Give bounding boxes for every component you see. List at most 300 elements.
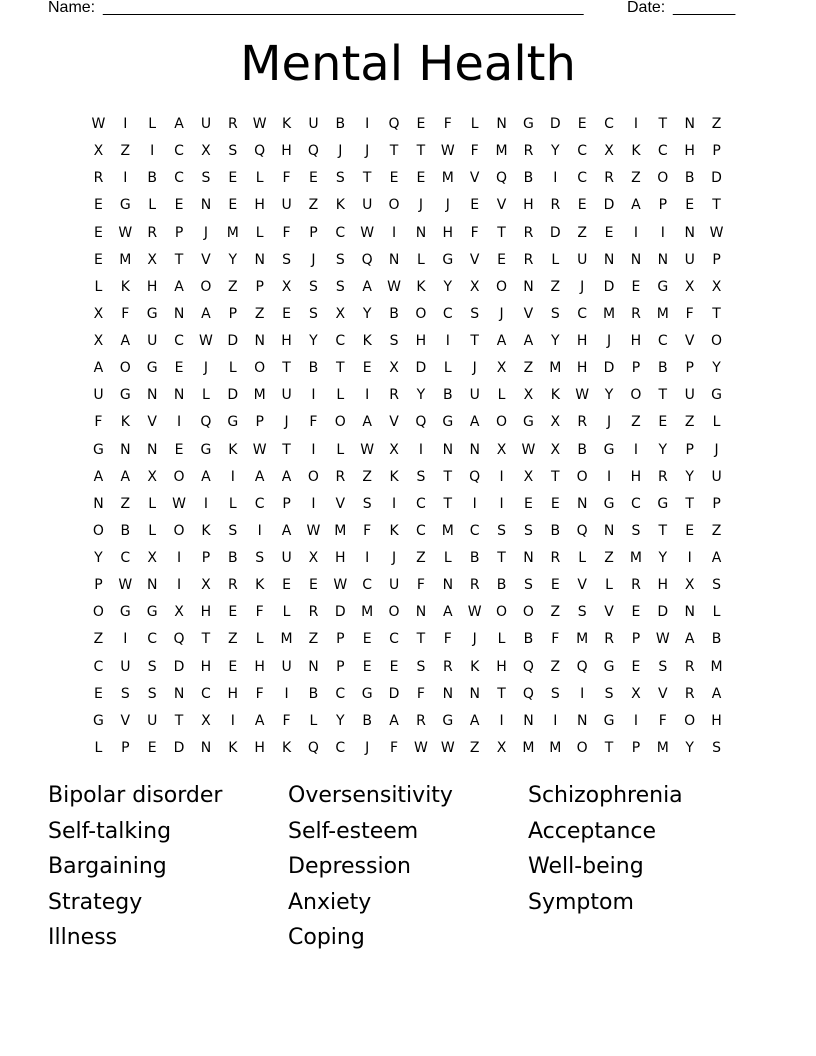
- grid-letter[interactable]: I: [687, 550, 692, 566]
- grid-letter[interactable]: I: [150, 143, 155, 160]
- grid-letter[interactable]: A: [469, 414, 480, 431]
- grid-letter[interactable]: L: [148, 116, 157, 132]
- grid-letter[interactable]: B: [684, 170, 695, 187]
- grid-letter[interactable]: Q: [522, 685, 534, 702]
- grid-letter[interactable]: H: [200, 604, 212, 621]
- grid-letter[interactable]: W: [199, 333, 213, 349]
- grid-letter[interactable]: V: [120, 712, 131, 729]
- grid-letter[interactable]: Y: [336, 712, 345, 729]
- grid-letter[interactable]: D: [227, 333, 239, 349]
- grid-letter[interactable]: A: [254, 468, 265, 485]
- grid-letter[interactable]: N: [442, 441, 454, 458]
- grid-letter[interactable]: W: [91, 116, 106, 132]
- grid-letter[interactable]: N: [254, 251, 265, 268]
- grid-letter[interactable]: U: [684, 251, 695, 268]
- grid-letter[interactable]: I: [203, 495, 208, 512]
- grid-letter[interactable]: D: [388, 685, 400, 702]
- grid-letter[interactable]: A: [469, 712, 480, 729]
- grid-letter[interactable]: L: [551, 251, 560, 268]
- grid-letter[interactable]: R: [227, 577, 238, 594]
- grid-letter[interactable]: U: [362, 197, 373, 214]
- grid-letter[interactable]: T: [658, 522, 668, 539]
- grid-letter[interactable]: E: [631, 604, 641, 621]
- grid-letter[interactable]: O: [522, 604, 534, 621]
- grid-letter[interactable]: W: [172, 495, 186, 512]
- grid-letter[interactable]: Z: [308, 631, 319, 648]
- grid-letter[interactable]: V: [469, 170, 480, 187]
- grid-letter[interactable]: U: [200, 116, 212, 132]
- grid-letter[interactable]: B: [308, 685, 319, 702]
- grid-letter[interactable]: E: [362, 631, 372, 648]
- grid-letter[interactable]: Q: [469, 468, 481, 485]
- grid-letter[interactable]: Z: [577, 224, 587, 241]
- grid-letter[interactable]: N: [523, 550, 534, 566]
- grid-letter[interactable]: I: [499, 712, 504, 729]
- grid-letter[interactable]: Y: [685, 468, 694, 485]
- grid-letter[interactable]: U: [469, 387, 480, 404]
- grid-letter[interactable]: F: [443, 631, 452, 648]
- grid-letter[interactable]: X: [201, 143, 211, 160]
- grid-letter[interactable]: F: [121, 305, 130, 322]
- grid-letter[interactable]: P: [631, 631, 641, 648]
- grid-letter[interactable]: P: [685, 441, 694, 458]
- grid-letter[interactable]: E: [497, 251, 506, 268]
- grid-letter[interactable]: F: [443, 116, 452, 132]
- grid-letter[interactable]: I: [633, 116, 638, 132]
- grid-letter[interactable]: O: [92, 522, 104, 539]
- grid-letter[interactable]: X: [147, 468, 157, 485]
- grid-letter[interactable]: Q: [522, 658, 534, 675]
- grid-letter[interactable]: K: [120, 414, 130, 431]
- grid-letter[interactable]: I: [123, 170, 128, 187]
- grid-letter[interactable]: E: [309, 170, 318, 187]
- grid-letter[interactable]: X: [93, 305, 104, 322]
- grid-letter[interactable]: Y: [309, 333, 318, 349]
- grid-letter[interactable]: X: [147, 550, 157, 566]
- grid-letter[interactable]: C: [201, 685, 211, 702]
- grid-letter[interactable]: X: [201, 577, 211, 594]
- grid-letter[interactable]: F: [551, 631, 560, 648]
- grid-letter[interactable]: O: [334, 414, 346, 431]
- grid-letter[interactable]: M: [280, 631, 293, 648]
- grid-letter[interactable]: V: [658, 685, 668, 702]
- grid-letter[interactable]: U: [684, 387, 695, 404]
- grid-letter[interactable]: G: [146, 604, 158, 621]
- grid-letter[interactable]: P: [658, 197, 668, 214]
- grid-letter[interactable]: G: [442, 712, 454, 729]
- grid-letter[interactable]: U: [281, 658, 292, 675]
- grid-letter[interactable]: N: [254, 333, 265, 349]
- grid-letter[interactable]: X: [496, 360, 507, 377]
- grid-letter[interactable]: Y: [658, 441, 668, 458]
- grid-letter[interactable]: T: [470, 333, 479, 349]
- grid-letter[interactable]: Y: [658, 550, 668, 566]
- grid-letter[interactable]: L: [94, 278, 103, 295]
- grid-letter[interactable]: M: [656, 305, 669, 322]
- grid-letter[interactable]: A: [523, 333, 534, 349]
- grid-letter[interactable]: Y: [551, 333, 560, 349]
- grid-letter[interactable]: O: [200, 278, 212, 295]
- grid-letter[interactable]: L: [336, 441, 345, 458]
- grid-letter[interactable]: G: [119, 604, 131, 621]
- grid-letter[interactable]: X: [389, 360, 399, 377]
- grid-letter[interactable]: H: [523, 197, 534, 214]
- grid-letter[interactable]: D: [549, 224, 561, 241]
- grid-letter[interactable]: C: [416, 495, 426, 512]
- grid-letter[interactable]: D: [334, 604, 346, 621]
- grid-letter[interactable]: B: [308, 360, 319, 377]
- grid-letter[interactable]: H: [281, 333, 292, 349]
- grid-letter[interactable]: J: [365, 143, 370, 160]
- grid-letter[interactable]: A: [711, 685, 722, 702]
- grid-letter[interactable]: T: [174, 712, 184, 729]
- grid-letter[interactable]: E: [577, 197, 587, 214]
- grid-letter[interactable]: N: [442, 685, 454, 702]
- grid-letter[interactable]: J: [499, 305, 504, 322]
- grid-letter[interactable]: N: [684, 224, 695, 241]
- grid-letter[interactable]: A: [281, 522, 292, 539]
- grid-letter[interactable]: A: [362, 278, 372, 295]
- grid-letter[interactable]: P: [255, 278, 264, 295]
- grid-letter[interactable]: O: [119, 360, 131, 377]
- grid-letter[interactable]: I: [553, 170, 558, 187]
- grid-letter[interactable]: X: [523, 387, 534, 404]
- grid-letter[interactable]: I: [418, 441, 423, 458]
- grid-letter[interactable]: P: [336, 658, 345, 675]
- grid-letter[interactable]: Q: [388, 116, 400, 132]
- grid-letter[interactable]: V: [684, 333, 695, 349]
- grid-letter[interactable]: M: [361, 604, 374, 621]
- grid-letter[interactable]: Q: [496, 170, 508, 187]
- grid-letter[interactable]: L: [148, 197, 157, 214]
- grid-letter[interactable]: V: [577, 577, 587, 594]
- grid-letter[interactable]: E: [524, 495, 533, 512]
- grid-letter[interactable]: P: [309, 224, 318, 241]
- grid-letter[interactable]: S: [335, 251, 345, 268]
- grid-letter[interactable]: Z: [120, 495, 131, 512]
- grid-letter[interactable]: O: [684, 712, 696, 729]
- grid-letter[interactable]: X: [684, 278, 695, 295]
- grid-letter[interactable]: J: [714, 441, 719, 458]
- grid-letter[interactable]: I: [176, 550, 182, 566]
- grid-letter[interactable]: J: [472, 631, 477, 648]
- grid-letter[interactable]: W: [440, 143, 455, 160]
- grid-letter[interactable]: U: [577, 251, 588, 268]
- grid-letter[interactable]: E: [416, 116, 426, 132]
- grid-letter[interactable]: C: [254, 495, 265, 512]
- grid-letter[interactable]: P: [631, 739, 641, 756]
- grid-letter[interactable]: K: [120, 278, 130, 295]
- grid-letter[interactable]: N: [630, 251, 642, 268]
- grid-letter[interactable]: C: [335, 685, 346, 702]
- grid-letter[interactable]: X: [308, 550, 319, 566]
- grid-letter[interactable]: H: [335, 550, 346, 566]
- grid-letter[interactable]: C: [93, 658, 104, 675]
- grid-letter[interactable]: R: [389, 387, 399, 404]
- grid-letter[interactable]: L: [228, 495, 237, 512]
- grid-letter[interactable]: Z: [254, 305, 265, 322]
- grid-letter[interactable]: E: [577, 116, 587, 132]
- grid-letter[interactable]: J: [203, 360, 208, 377]
- grid-letter[interactable]: H: [576, 333, 588, 349]
- grid-letter[interactable]: W: [467, 604, 482, 621]
- grid-letter[interactable]: E: [174, 197, 184, 214]
- grid-letter[interactable]: P: [121, 739, 130, 756]
- grid-letter[interactable]: G: [523, 414, 534, 431]
- grid-letter[interactable]: J: [472, 360, 477, 377]
- grid-letter[interactable]: X: [147, 251, 157, 268]
- grid-letter[interactable]: B: [469, 550, 480, 566]
- grid-letter[interactable]: C: [657, 333, 668, 349]
- grid-letter[interactable]: S: [335, 170, 345, 187]
- grid-letter[interactable]: W: [440, 739, 455, 756]
- grid-letter[interactable]: F: [470, 224, 479, 241]
- grid-letter[interactable]: U: [93, 387, 104, 404]
- grid-letter[interactable]: P: [712, 495, 721, 512]
- grid-letter[interactable]: Z: [362, 468, 372, 485]
- grid-letter[interactable]: Z: [228, 278, 238, 295]
- grid-letter[interactable]: Y: [228, 251, 238, 268]
- grid-letter[interactable]: B: [496, 577, 507, 594]
- grid-letter[interactable]: W: [360, 224, 375, 241]
- grid-letter[interactable]: K: [416, 278, 426, 295]
- grid-letter[interactable]: E: [362, 360, 372, 377]
- grid-letter[interactable]: Z: [120, 143, 131, 160]
- grid-letter[interactable]: D: [603, 360, 615, 377]
- grid-letter[interactable]: Y: [362, 305, 372, 322]
- grid-letter[interactable]: V: [523, 305, 534, 322]
- grid-letter[interactable]: S: [577, 604, 587, 621]
- grid-letter[interactable]: T: [336, 360, 345, 377]
- grid-letter[interactable]: N: [173, 305, 185, 322]
- grid-letter[interactable]: E: [550, 577, 560, 594]
- grid-letter[interactable]: S: [389, 333, 399, 349]
- grid-letter[interactable]: I: [123, 631, 128, 648]
- grid-letter[interactable]: Z: [711, 522, 722, 539]
- grid-letter[interactable]: F: [416, 577, 425, 594]
- grid-letter[interactable]: X: [711, 278, 722, 295]
- grid-letter[interactable]: U: [120, 658, 131, 675]
- grid-letter[interactable]: N: [576, 495, 588, 512]
- grid-letter[interactable]: T: [604, 739, 614, 756]
- grid-letter[interactable]: X: [604, 143, 614, 160]
- grid-letter[interactable]: R: [416, 712, 426, 729]
- grid-letter[interactable]: T: [416, 143, 426, 160]
- grid-letter[interactable]: O: [173, 468, 185, 485]
- grid-letter[interactable]: C: [469, 522, 480, 539]
- grid-letter[interactable]: O: [657, 170, 669, 187]
- grid-letter[interactable]: H: [254, 658, 265, 675]
- grid-letter[interactable]: I: [580, 685, 585, 702]
- grid-letter[interactable]: O: [496, 604, 508, 621]
- grid-letter[interactable]: C: [120, 550, 131, 566]
- grid-letter[interactable]: C: [577, 305, 588, 322]
- grid-letter[interactable]: I: [499, 495, 504, 512]
- grid-letter[interactable]: M: [226, 224, 239, 241]
- grid-letter[interactable]: L: [712, 414, 721, 431]
- grid-letter[interactable]: K: [362, 333, 372, 349]
- grid-letter[interactable]: D: [227, 387, 239, 404]
- grid-letter[interactable]: W: [414, 739, 428, 756]
- grid-letter[interactable]: X: [174, 604, 184, 621]
- grid-letter[interactable]: I: [365, 387, 370, 404]
- grid-letter[interactable]: G: [603, 441, 615, 458]
- grid-letter[interactable]: U: [281, 387, 292, 404]
- grid-letter[interactable]: Z: [228, 631, 238, 648]
- grid-letter[interactable]: P: [174, 224, 184, 241]
- grid-letter[interactable]: O: [415, 305, 427, 322]
- grid-letter[interactable]: J: [284, 414, 289, 431]
- grid-letter[interactable]: E: [94, 685, 103, 702]
- grid-letter[interactable]: G: [442, 414, 454, 431]
- grid-letter[interactable]: E: [94, 197, 103, 214]
- grid-letter[interactable]: Q: [415, 414, 427, 431]
- grid-letter[interactable]: W: [709, 224, 724, 241]
- grid-letter[interactable]: R: [469, 577, 480, 594]
- grid-letter[interactable]: P: [282, 495, 291, 512]
- grid-letter[interactable]: P: [94, 577, 103, 594]
- grid-letter[interactable]: I: [257, 522, 262, 539]
- grid-letter[interactable]: U: [308, 116, 319, 132]
- grid-letter[interactable]: N: [684, 116, 695, 132]
- grid-letter[interactable]: E: [362, 658, 372, 675]
- grid-letter[interactable]: I: [311, 495, 316, 512]
- grid-letter[interactable]: C: [577, 143, 588, 160]
- grid-letter[interactable]: E: [228, 658, 238, 675]
- grid-letter[interactable]: E: [309, 577, 318, 594]
- grid-letter[interactable]: Z: [711, 116, 722, 132]
- grid-letter[interactable]: O: [496, 278, 508, 295]
- grid-letter[interactable]: C: [174, 143, 184, 160]
- grid-letter[interactable]: D: [603, 278, 615, 295]
- grid-letter[interactable]: F: [282, 224, 291, 241]
- grid-letter[interactable]: Q: [307, 739, 319, 756]
- grid-letter[interactable]: S: [712, 739, 721, 756]
- grid-letter[interactable]: E: [282, 577, 291, 594]
- grid-letter[interactable]: K: [201, 522, 211, 539]
- grid-letter[interactable]: E: [228, 197, 238, 214]
- grid-letter[interactable]: M: [441, 522, 454, 539]
- grid-letter[interactable]: L: [417, 251, 425, 268]
- grid-letter[interactable]: O: [92, 604, 104, 621]
- grid-letter[interactable]: F: [390, 739, 399, 756]
- grid-letter[interactable]: X: [389, 441, 399, 458]
- grid-letter[interactable]: T: [497, 550, 506, 566]
- grid-letter[interactable]: F: [255, 685, 264, 702]
- grid-letter[interactable]: J: [606, 333, 612, 349]
- grid-letter[interactable]: W: [360, 441, 375, 458]
- grid-letter[interactable]: G: [93, 712, 104, 729]
- grid-letter[interactable]: K: [470, 658, 480, 675]
- grid-letter[interactable]: A: [120, 468, 131, 485]
- grid-letter[interactable]: U: [711, 468, 722, 485]
- grid-letter[interactable]: P: [336, 631, 345, 648]
- grid-letter[interactable]: L: [255, 224, 264, 241]
- grid-letter[interactable]: T: [201, 631, 211, 648]
- grid-letter[interactable]: X: [201, 712, 211, 729]
- grid-letter[interactable]: H: [281, 143, 292, 160]
- grid-letter[interactable]: Y: [551, 143, 560, 160]
- grid-letter[interactable]: N: [469, 685, 480, 702]
- grid-letter[interactable]: U: [281, 550, 292, 566]
- grid-letter[interactable]: F: [685, 305, 694, 322]
- grid-letter[interactable]: Z: [523, 360, 534, 377]
- grid-letter[interactable]: T: [658, 387, 668, 404]
- grid-letter[interactable]: M: [495, 143, 508, 160]
- grid-letter[interactable]: G: [146, 360, 158, 377]
- grid-letter[interactable]: D: [549, 116, 561, 132]
- grid-letter[interactable]: M: [603, 305, 616, 322]
- grid-letter[interactable]: P: [712, 251, 721, 268]
- grid-letter[interactable]: T: [282, 441, 291, 458]
- grid-letter[interactable]: R: [523, 251, 534, 268]
- grid-letter[interactable]: S: [523, 577, 533, 594]
- grid-letter[interactable]: K: [389, 522, 399, 539]
- grid-letter[interactable]: W: [306, 522, 321, 539]
- grid-letter[interactable]: A: [631, 197, 641, 214]
- grid-letter[interactable]: H: [684, 143, 695, 160]
- grid-letter[interactable]: E: [604, 224, 614, 241]
- grid-letter[interactable]: S: [416, 658, 426, 675]
- grid-letter[interactable]: O: [307, 468, 319, 485]
- grid-letter[interactable]: K: [631, 143, 641, 160]
- grid-letter[interactable]: R: [550, 197, 561, 214]
- grid-letter[interactable]: N: [496, 116, 507, 132]
- grid-letter[interactable]: X: [335, 305, 346, 322]
- grid-letter[interactable]: H: [496, 658, 507, 675]
- grid-letter[interactable]: F: [282, 712, 291, 729]
- grid-letter[interactable]: F: [255, 604, 264, 621]
- grid-letter[interactable]: E: [228, 604, 238, 621]
- grid-letter[interactable]: E: [416, 170, 426, 187]
- grid-letter[interactable]: Q: [173, 631, 185, 648]
- grid-letter[interactable]: C: [147, 631, 158, 648]
- grid-letter[interactable]: S: [550, 685, 560, 702]
- grid-letter[interactable]: S: [308, 278, 318, 295]
- grid-letter[interactable]: Q: [307, 143, 319, 160]
- grid-letter[interactable]: E: [228, 170, 238, 187]
- grid-letter[interactable]: E: [685, 522, 695, 539]
- grid-letter[interactable]: D: [711, 170, 722, 187]
- grid-letter[interactable]: R: [523, 143, 534, 160]
- grid-letter[interactable]: P: [201, 550, 211, 566]
- name-field[interactable]: ______________________________________________________: [103, 0, 584, 16]
- grid-letter[interactable]: O: [388, 604, 400, 621]
- grid-letter[interactable]: C: [174, 170, 184, 187]
- grid-letter[interactable]: X: [496, 739, 507, 756]
- grid-letter[interactable]: O: [254, 360, 266, 377]
- grid-letter[interactable]: I: [472, 495, 477, 512]
- grid-letter[interactable]: T: [282, 360, 291, 377]
- grid-letter[interactable]: R: [442, 658, 453, 675]
- grid-letter[interactable]: K: [335, 197, 345, 214]
- grid-letter[interactable]: V: [335, 495, 346, 512]
- grid-letter[interactable]: E: [550, 495, 560, 512]
- grid-letter[interactable]: O: [496, 414, 508, 431]
- grid-letter[interactable]: Z: [308, 197, 319, 214]
- grid-letter[interactable]: I: [230, 712, 235, 729]
- grid-letter[interactable]: T: [551, 468, 560, 485]
- grid-letter[interactable]: S: [335, 278, 345, 295]
- grid-letter[interactable]: B: [389, 305, 399, 322]
- grid-letter[interactable]: I: [311, 441, 316, 458]
- grid-letter[interactable]: D: [173, 739, 185, 756]
- grid-letter[interactable]: Y: [416, 387, 426, 404]
- grid-letter[interactable]: N: [576, 712, 588, 729]
- grid-letter[interactable]: Y: [685, 739, 694, 756]
- grid-letter[interactable]: Z: [416, 550, 426, 566]
- grid-letter[interactable]: C: [442, 305, 453, 322]
